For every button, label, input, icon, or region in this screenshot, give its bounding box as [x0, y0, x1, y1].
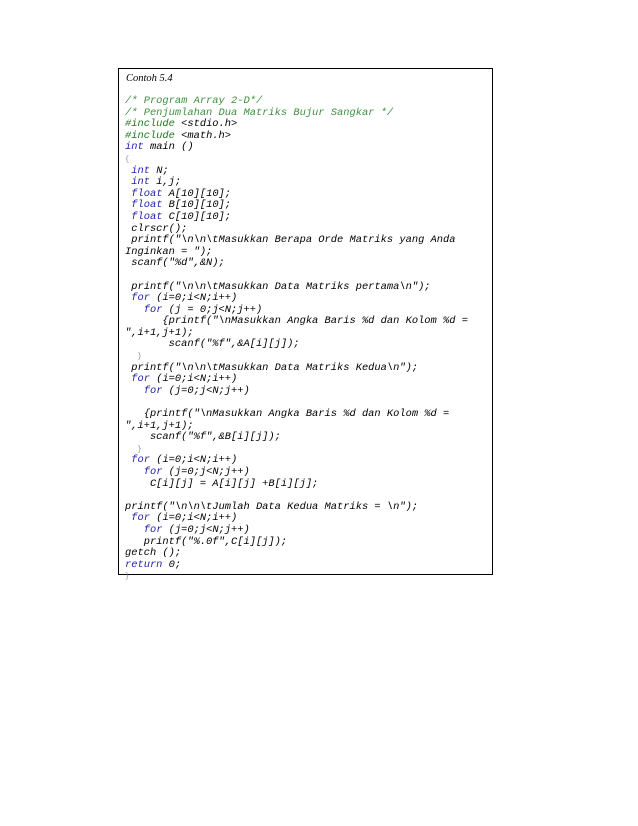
code-token: C[10][10];: [162, 210, 232, 223]
code-token: for: [143, 523, 163, 536]
code-token: return: [125, 558, 163, 571]
code-token: float: [131, 210, 163, 223]
code-token: (j = 0;j<N;j++): [162, 303, 263, 316]
code-line: [125, 142, 468, 154]
code-listing: [125, 96, 468, 583]
code-token: printf("\n\n\tMasukkan Data Matriks pertama\n");: [125, 280, 431, 293]
code-token: i,j;: [149, 176, 182, 189]
code-token: (i=0;i<N;i++): [149, 373, 238, 386]
code-token: float: [131, 187, 163, 200]
code-token: C[i][j] = A[i][j] +B[i][j];: [125, 477, 319, 490]
code-token: printf("%.0f",C[i][j]);: [125, 535, 288, 548]
code-token: {printf("\nMasukkan Angka Baris %d dan Kolom %d =: [125, 315, 468, 328]
example-title: Contoh 5.4: [126, 73, 173, 84]
code-token: A[10][10];: [162, 187, 232, 200]
code-token: {: [125, 155, 130, 164]
code-token: float: [131, 199, 163, 212]
code-token: for: [143, 384, 163, 397]
code-token: int: [125, 141, 144, 154]
code-token: ",i+1,j+1);: [125, 419, 194, 432]
code-token: scanf("%f",&A[i][j]);: [125, 338, 300, 351]
code-token: (j=0;j<N;j++): [162, 466, 250, 478]
code-line: [125, 560, 468, 572]
code-token: }: [137, 445, 142, 454]
code-token: scanf("%f",&B[i][j]);: [125, 431, 281, 444]
code-token: N;: [149, 164, 169, 177]
code-token: #include: [125, 118, 175, 131]
code-token: (i=0;i<N;i++): [149, 454, 238, 467]
code-token: for: [131, 292, 150, 305]
code-token: clrscr();: [125, 222, 188, 235]
code-line: [125, 386, 468, 398]
code-token: [125, 304, 144, 316]
code-line: [125, 258, 468, 270]
code-token: int: [131, 164, 150, 177]
code-token: Inginkan = ");: [125, 245, 213, 258]
code-token: [125, 350, 137, 362]
code-token: <stdio.h>: [174, 118, 238, 131]
code-line: [125, 432, 468, 444]
code-token: /* Program Array 2-D*/: [125, 95, 263, 107]
code-token: for: [131, 373, 150, 386]
code-line: [125, 571, 468, 583]
code-token: for: [143, 466, 163, 478]
code-token: (i=0;i<N;i++): [149, 292, 238, 305]
code-token: <math.h>: [174, 129, 232, 142]
code-token: B[10][10];: [162, 199, 232, 212]
code-token: ",i+1,j+1);: [125, 326, 194, 339]
code-token: [125, 443, 137, 455]
code-token: [125, 385, 144, 397]
code-token: [125, 524, 144, 536]
code-example-box: [118, 68, 493, 582]
code-token: printf("\n\n\tJumlah Data Kedua Matriks = \n");: [125, 500, 419, 513]
code-token: (i=0;i<N;i++): [149, 512, 238, 525]
code-token: }: [137, 353, 142, 362]
code-token: getch ();: [125, 547, 182, 560]
code-line: [125, 154, 468, 166]
code-token: #include: [125, 129, 175, 142]
code-token: for: [143, 303, 163, 316]
code-token: int: [131, 176, 150, 189]
code-token: [125, 466, 144, 478]
code-token: main (): [143, 141, 194, 154]
code-token: }: [125, 573, 130, 582]
code-token: for: [131, 454, 150, 467]
code-token: for: [131, 512, 150, 525]
code-token: 0;: [162, 558, 182, 571]
code-line: [125, 339, 468, 351]
code-token: printf("\n\n\tMasukkan Berapa Orde Matriks yang Anda: [125, 234, 456, 247]
code-token: scanf("%d",&N);: [125, 257, 225, 270]
code-line: [125, 479, 468, 491]
code-token: /* Penjumlahan Dua Matriks Bujur Sangkar */: [125, 106, 394, 119]
code-token: (j=0;j<N;j++): [162, 523, 250, 536]
code-token: (j=0;j<N;j++): [162, 384, 250, 397]
code-token: {printf("\nMasukkan Angka Baris %d dan Kolom %d =: [125, 408, 450, 421]
code-token: printf("\n\n\tMasukkan Data Matriks Kedua\n");: [125, 361, 419, 374]
